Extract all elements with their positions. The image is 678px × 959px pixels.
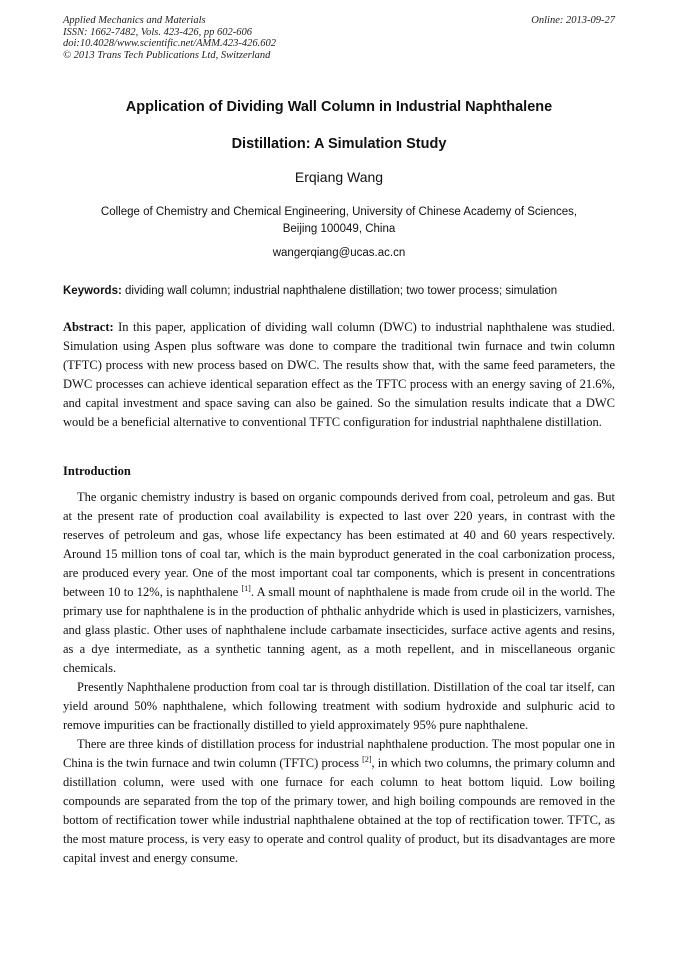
intro-p3-text-b: , in which two columns, the primary column and distillation column, were used with one furnace for each column to heat bottom liquid. Low boiling compounds are separated from the top of the primary tower, and high boiling compounds are removed in the bottom of rectification tower while industrial naphthalene obtained at the top of rectification tower. TFTC, as the most mature process, is very easy to operate and control quality of product, but its disadvantages are more capital invest and energy consume. [63, 756, 615, 865]
paper-title [63, 89, 615, 163]
citation-1: [1] [241, 583, 251, 593]
intro-p3-text-a: There are three kinds of distillation process for industrial naphthalene production. The most popular one in China is the twin furnace and twin column (TFTC) process [63, 737, 615, 770]
journal-name: Applied Mechanics and Materials [63, 15, 206, 26]
introduction-heading: Introduction [63, 464, 131, 478]
keywords-label: Keywords: [63, 285, 122, 297]
intro-paragraph-3 [63, 735, 615, 868]
abstract [63, 318, 615, 432]
affiliation-line-1: College of Chemistry and Chemical Engineering, University of Chinese Academy of Sciences, [100, 206, 578, 218]
abstract-label: Abstract: [63, 320, 114, 334]
title-line-2: Distillation: A Simulation Study [231, 136, 447, 152]
keywords [63, 283, 615, 299]
intro-p1-text-b: . A small mount of naphthalene is made from crude oil in the world. The primary use for naphthalene is in the production of phthalic anhydride which is used in plasticizers, varnishes, and glass plastic. Other uses of naphthalene include carbamate insecticides, surface active agents and resins, as a dye intermediate, as a synthetic tanning agent, as a moth repellent, and in miscellaneous organic chemicals. [63, 585, 615, 675]
introduction-body [63, 488, 615, 868]
affiliation-line-2: Beijing 100049, China [282, 223, 396, 235]
author-name: Erqiang Wang [294, 169, 384, 185]
online-date: Online: 2013-09-27 [531, 15, 615, 26]
intro-p1-text-a: The organic chemistry industry is based on organic compounds derived from coal, petroleum and gas. But at the present rate of production coal availability is expected to last over 220 years, in contrast with the reserves of petroleum and gas, whose life expectancy has been estimated at 40 and 60 years respectively. Around 15 million tons of coal tar, which is the main byproduct generated in the coal carbonization process, are produced every year. One of the most important coal tar components, which is present in concentrations between 10 to 12%, is naphthalene [63, 490, 615, 599]
author-email: wangerqiang@ucas.ac.cn [272, 247, 406, 259]
issn-line: ISSN: 1662-7482, Vols. 423-426, pp 602-606 [63, 26, 252, 38]
title-line-1: Application of Dividing Wall Column in Industrial Naphthalene [125, 99, 553, 115]
citation-2: [2] [362, 754, 372, 764]
intro-paragraph-1 [63, 488, 615, 678]
abstract-text: In this paper, application of dividing wall column (DWC) to industrial naphthalene was studied. Simulation using Aspen plus software was done to compare the traditional twin furnace and twin column (TFTC) process with new process based on DWC. The results show that, with the same feed parameters, the DWC processes can achieve identical separation effect as the TFTC process with an energy saving of 21.6%, and capital investment and space saving can also be gained. So the simulation results indicate that a DWC would be a beneficial alternative to conventional TFTC configuration for industrial naphthalene distillation. [63, 320, 615, 429]
copyright-line: © 2013 Trans Tech Publications Ltd, Switzerland [63, 49, 271, 61]
doi-line: doi:10.4028/www.scientific.net/AMM.423-426.602 [63, 38, 276, 49]
affiliation [63, 204, 615, 238]
intro-paragraph-2: Presently Naphthalene production from coal tar is through distillation. Distillation of the coal tar itself, can yield around 50% naphthalene, which following treatment with sodium hydroxide and sulphuric acid to remove impurities can be fractionally distilled to yield approximately 95% pure naphthalene. [63, 680, 615, 732]
keywords-text: dividing wall column; industrial naphthalene distillation; two tower process; simulation [125, 285, 558, 297]
journal-header [63, 15, 483, 61]
